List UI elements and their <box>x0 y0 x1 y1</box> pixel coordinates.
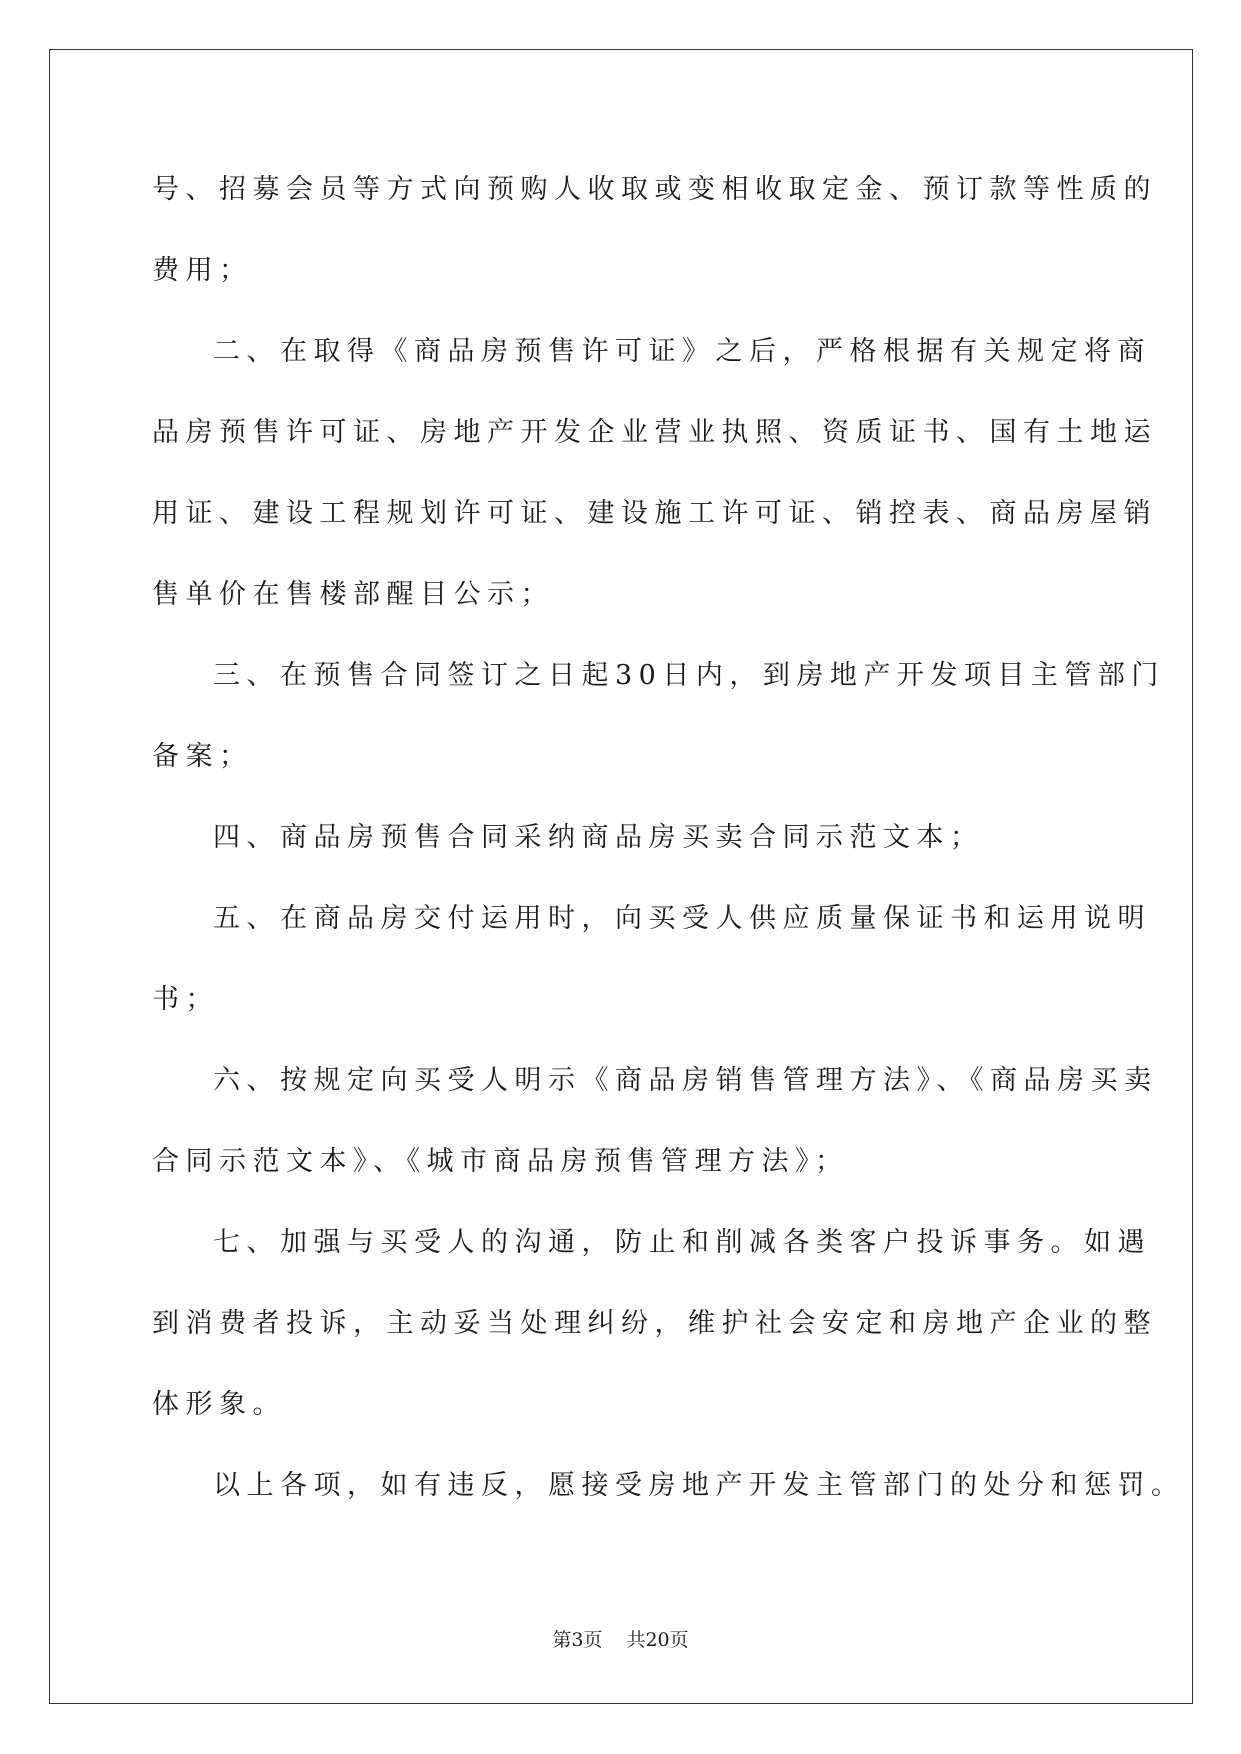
text-line: 到消费者投诉，主动妥当处理纠纷，维护社会安定和房地产企业的整 <box>152 1308 1157 1339</box>
paragraph-2-start: 二、在取得《商品房预售许可证》之后，严格根据有关规定将商 <box>213 336 1151 367</box>
paragraph-6-start: 六、按规定向买受人明示《商品房销售管理方法》、《商品房买卖 <box>213 1065 1158 1096</box>
page-number: 第3页 <box>552 1629 603 1651</box>
paragraph-4: 四、商品房预售合同采纳商品房买卖合同示范文本； <box>213 822 984 853</box>
text-line: 体形象。 <box>152 1389 286 1420</box>
closing-paragraph: 以上各项，如有违反，愿接受房地产开发主管部门的处分和惩罚。 <box>213 1470 1185 1501</box>
text-line: 用证、建设工程规划许可证、建设施工许可证、销控表、商品房屋销 <box>152 498 1157 529</box>
paragraph-5-start: 五、在商品房交付运用时，向买受人供应质量保证书和运用说明 <box>213 903 1151 934</box>
text-line: 费用； <box>152 255 253 286</box>
text-line: 售单价在售楼部醒目公示； <box>152 579 554 610</box>
text-line: 品房预售许可证、房地产开发企业营业执照、资质证书、国有土地运 <box>152 417 1157 448</box>
page-footer <box>0 1625 1241 1652</box>
document-body <box>152 160 1185 1537</box>
paragraph-3-start: 三、在预售合同签订之日起30日内，到房地产开发项目主管部门 <box>213 660 1165 691</box>
text-line: 备案； <box>152 741 253 772</box>
text-line: 号、招募会员等方式向预购人收取或变相收取定金、预订款等性质的 <box>152 174 1157 205</box>
paragraph-7-start: 七、加强与买受人的沟通，防止和削减各类客户投诉事务。如遇 <box>213 1227 1151 1258</box>
text-line: 书； <box>152 984 219 1015</box>
page-total: 共20页 <box>626 1629 689 1651</box>
text-line: 合同示范文本》、《城市商品房预售管理方法》； <box>152 1146 849 1177</box>
